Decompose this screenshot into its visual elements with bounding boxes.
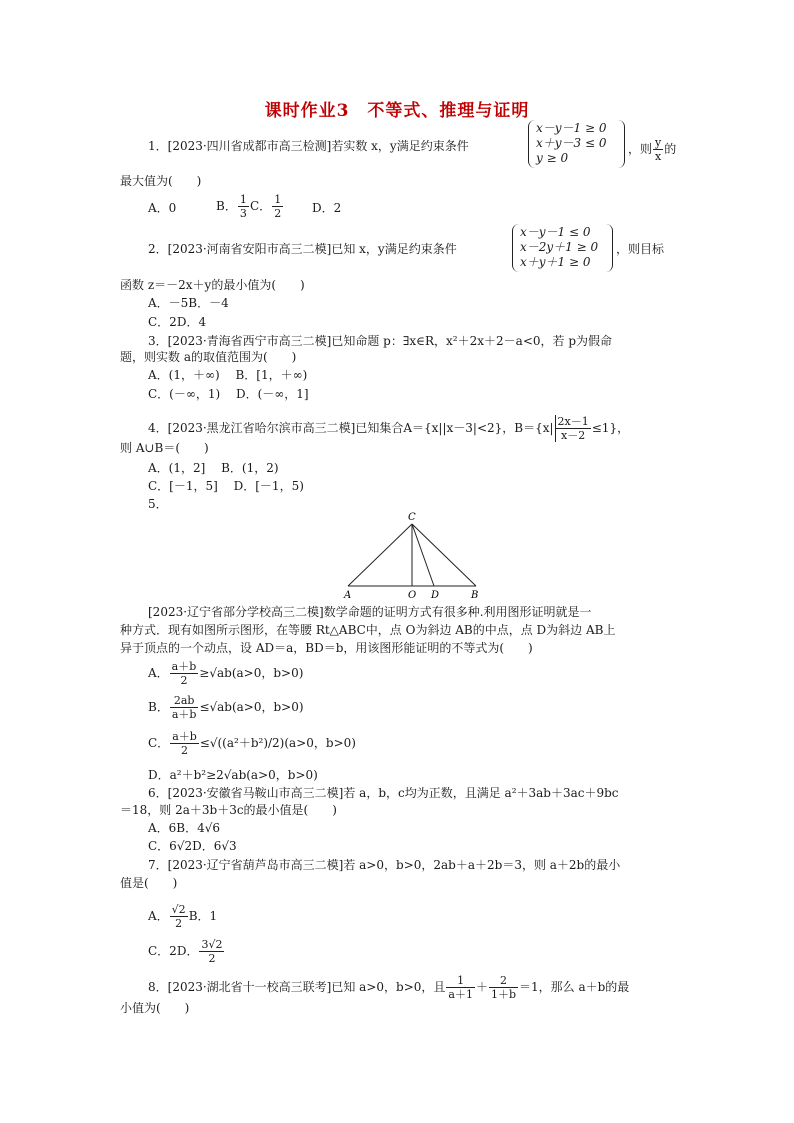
q6-stem-line1: 6．[2023·安徽省马鞍山市高三二模]若 a，b，c均为正数，且满足 a²＋3ab＋3ac＋9bc	[148, 786, 619, 800]
q7-options-ab: A． $\frac{√2}{2}$ B．1	[148, 903, 218, 930]
q4-stem-line2: 则 A∪B＝( )	[120, 441, 209, 455]
q1-stem-tail: ，则 $\frac{y}{x}$ 的	[628, 136, 677, 163]
q2-right-brace	[606, 224, 613, 272]
q2-options-ab: A．－5B．－4	[148, 296, 229, 310]
q5-number: 5．	[148, 497, 168, 511]
q1-fraction-denominator: x	[655, 150, 662, 163]
q1-fraction-numerator: y	[655, 136, 662, 149]
q3-options-ab: A．(1，＋∞) B．[1，＋∞)	[148, 368, 308, 382]
q5-option-b: B． $\frac{2ab}{a+b}$ ≤√ab(a>0，b>0)	[148, 694, 304, 721]
q4-options-cd: C．[－1，5] D．[－1，5)	[148, 479, 304, 493]
q2-constraint-3: x＋y＋1 ≥ 0	[520, 255, 591, 269]
q1-constraint-2: x＋y－3 ≤ 0	[536, 136, 607, 150]
q2-stem-line2: 函数 z＝－2x＋y的最小值为( )	[120, 278, 305, 292]
q2-constraint-2: x－2y＋1 ≥ 0	[520, 240, 599, 254]
q4-options-ab: A．(1，2] B．(1，2)	[148, 461, 279, 475]
q6-stem-line2: ＝18，则 2a＋3b＋3c的最小值是( )	[120, 803, 337, 817]
label-b: B	[471, 590, 479, 600]
label-a: A	[344, 590, 352, 600]
q5-stem-line1: [2023·辽宁省部分学校高三二模]数学命题的证明方式有很多种.利用图形证明就是一	[148, 605, 592, 619]
q5-stem-line2: 种方式．现有如图所示图形，在等腰 Rt△ABC中，点 O为斜边 AB的中点，点 D为斜边 AB上	[120, 623, 616, 637]
q3-stem-line1: 3．[2023·青海省西宁市高三二模]已知命题 p：∃x∈R，x²＋2x＋2－a<0，若 p为假命	[148, 334, 613, 348]
q1-option-a: A．0	[148, 201, 177, 215]
q7-stem-line1: 7．[2023·辽宁省葫芦岛市高三二模]若 a>0，b>0，2ab＋a＋2b＝3，则 a＋2b的最小	[148, 858, 621, 872]
label-c: C	[408, 512, 416, 523]
q7-options-cd: C．2D． $\frac{3√2}{2}$	[148, 938, 223, 965]
label-d: D	[431, 590, 440, 600]
q1-stem-line2: 最大值为( )	[120, 174, 202, 188]
q1-constraint-3: y ≥ 0	[536, 151, 569, 165]
segment-cd	[412, 524, 434, 586]
page-title: 课时作业3 不等式、推理与证明	[264, 101, 530, 121]
q2-stem-tail: ，则目标	[616, 242, 665, 256]
q4-stem-line1: 4．[2023·黑龙江省哈尔滨市高三二模]已知集合A＝{x||x－3|<2}，B＝{x| $\frac{2x-1}{x-2}$ ≤1}，	[148, 415, 630, 442]
label-o: O	[408, 590, 417, 600]
q8-stem-line1: 8．[2023·湖北省十一校高三联考]已知 a>0，b>0，且 $\frac{1}{a+1}$ ＋ $\frac{2}{1+b}$ ＝1，那么 a＋b的最	[148, 974, 630, 1001]
q2-constraint-1: x－y－1 ≤ 0	[520, 225, 591, 239]
side-ca	[348, 524, 412, 586]
q5-stem-line3: 异于顶点的一个动点，设 AD＝a，BD＝b，用该图形能证明的不等式为( )	[120, 641, 533, 655]
q1-constraint-1: x－y－1 ≥ 0	[536, 121, 607, 135]
q1-option-c: C． $\frac{1}{2}$	[250, 193, 282, 220]
q5-option-a: A． $\frac{a+b}{2}$ ≥√ab(a>0，b>0)	[148, 660, 304, 687]
q6-options-cd: C．6√2D．6√3	[148, 839, 237, 853]
q5-triangle-figure	[340, 510, 490, 600]
q3-stem-line2: 题，则实数 a的取值范围为( )	[120, 350, 297, 364]
q1-option-b: B． $\frac{1}{3}$	[216, 193, 247, 220]
q5-option-d: D．a²＋b²≥2√ab(a>0，b>0)	[148, 768, 318, 782]
q2-stem-line1: 2．[2023·河南省安阳市高三二模]已知 x，y满足约束条件	[148, 242, 457, 256]
q2-options-cd: C．2D．4	[148, 315, 207, 329]
q2-left-brace	[512, 224, 519, 272]
q1-right-brace	[618, 120, 625, 168]
side-cb	[412, 524, 476, 586]
q1-option-d: D．2	[312, 201, 342, 215]
q5-option-c: C． $\frac{a+b}{2}$ ≤√((a²＋b²)/2)(a>0，b>0)	[148, 730, 356, 757]
q8-stem-line2: 小值为( )	[120, 1001, 190, 1015]
q1-stem-line1: 1．[2023·四川省成都市高三检测]若实数 x，y满足约束条件	[148, 139, 469, 153]
q3-options-cd: C．(－∞，1) D．(－∞，1]	[148, 387, 309, 401]
q1-left-brace	[528, 120, 535, 168]
q7-stem-line2: 值是( )	[120, 876, 178, 890]
q6-options-ab: A．6B．4√6	[148, 821, 221, 835]
